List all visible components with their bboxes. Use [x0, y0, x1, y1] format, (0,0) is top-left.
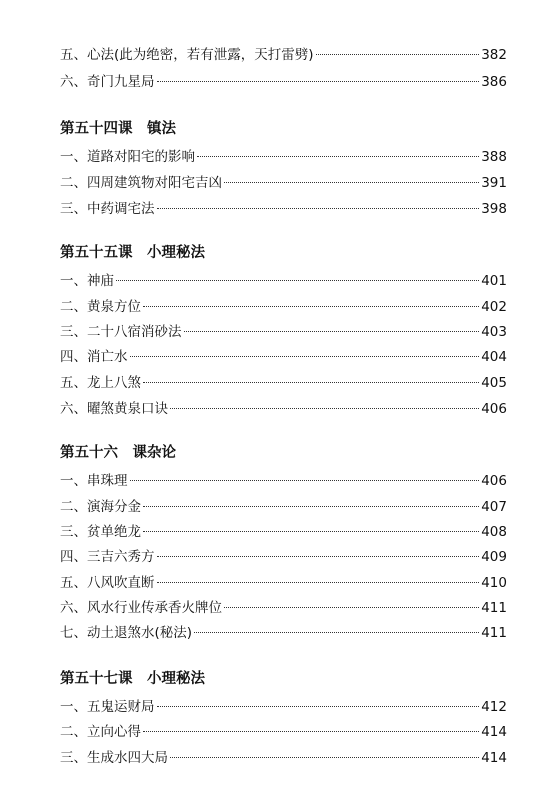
toc-entry-page: 409: [481, 549, 507, 565]
toc-entry-title: 一、神庙: [60, 273, 114, 289]
toc-entry-title: 七、动土退煞水(秘法): [60, 625, 193, 641]
dot-leader: [170, 408, 479, 409]
toc-entry-page: 411: [481, 625, 507, 641]
dot-leader: [194, 632, 479, 633]
dot-leader: [143, 506, 479, 507]
toc-entry-page: 408: [481, 524, 507, 540]
dot-leader: [157, 208, 480, 209]
dot-leader: [143, 306, 479, 307]
dot-leader: [170, 757, 479, 758]
toc-entry[interactable]: [60, 146, 507, 168]
toc-entry-title: 一、五鬼运财局: [60, 699, 155, 715]
toc-entry-page: 412: [481, 699, 507, 715]
toc-entry-page: 414: [481, 724, 507, 740]
toc-entry[interactable]: [60, 198, 507, 220]
toc-entry[interactable]: [60, 696, 507, 718]
toc-entry-title: 五、八风吹直断: [60, 575, 155, 591]
toc-entry[interactable]: [60, 172, 507, 194]
toc-entry-page: 405: [481, 375, 507, 391]
dot-leader: [143, 731, 479, 732]
dot-leader: [316, 54, 480, 55]
toc-entry[interactable]: [60, 546, 507, 568]
dot-leader: [157, 81, 480, 82]
toc-entry-page: 414: [481, 750, 507, 766]
section-heading: 第五十七课 小理秘法: [60, 671, 205, 687]
toc-entry-page: 406: [481, 401, 507, 417]
toc-entry-title: 三、二十八宿消砂法: [60, 324, 182, 340]
section-heading: 第五十六 课杂论: [60, 445, 176, 461]
toc-entry-title: 六、风水行业传承香火牌位: [60, 600, 222, 616]
toc-entry-page: 410: [481, 575, 507, 591]
dot-leader: [224, 607, 479, 608]
toc-entry-title: 四、三吉六秀方: [60, 549, 155, 565]
dot-leader: [130, 480, 480, 481]
toc-entry-page: 382: [481, 47, 507, 63]
toc-entry-page: 386: [481, 74, 507, 90]
dot-leader: [224, 182, 479, 183]
toc-entry-page: 398: [481, 201, 507, 217]
toc-entry-page: 407: [481, 499, 507, 515]
toc-entry-title: 五、龙上八煞: [60, 375, 141, 391]
dot-leader: [184, 331, 480, 332]
toc-entry[interactable]: [60, 622, 507, 644]
dot-leader: [157, 582, 480, 583]
toc-entry-title: 二、四周建筑物对阳宅吉凶: [60, 175, 222, 191]
toc-entry-title: 三、生成水四大局: [60, 750, 168, 766]
toc-entry-page: 402: [481, 299, 507, 315]
toc-entry-title: 六、曜煞黄泉口诀: [60, 401, 168, 417]
toc-entry-title: 四、消亡水: [60, 349, 128, 365]
section-heading: 第五十五课 小理秘法: [60, 245, 205, 261]
toc-entry[interactable]: [60, 597, 507, 619]
toc-entry[interactable]: [60, 71, 507, 93]
toc-entry-page: 388: [481, 149, 507, 165]
toc-entry[interactable]: [60, 721, 507, 743]
toc-entry-title: 三、贫单绝龙: [60, 524, 141, 540]
section-heading: 第五十四课 镇法: [60, 121, 176, 137]
toc-entry-page: 411: [481, 600, 507, 616]
dot-leader: [143, 382, 479, 383]
dot-leader: [143, 531, 479, 532]
toc-entry-page: 401: [481, 273, 507, 289]
toc-entry-title: 三、中药调宅法: [60, 201, 155, 217]
toc-entry[interactable]: [60, 496, 507, 518]
toc-entry[interactable]: [60, 270, 507, 292]
dot-leader: [116, 280, 479, 281]
dot-leader: [197, 156, 479, 157]
toc-entry-title: 六、奇门九星局: [60, 74, 155, 90]
toc-entry-title: 二、立向心得: [60, 724, 141, 740]
toc-entry-title: 一、串珠理: [60, 473, 128, 489]
toc-entry-page: 406: [481, 473, 507, 489]
toc-entry-title: 一、道路对阳宅的影响: [60, 149, 195, 165]
toc-entry-title: 二、黄泉方位: [60, 299, 141, 315]
dot-leader: [157, 556, 480, 557]
toc-entry[interactable]: [60, 346, 507, 368]
toc-entry[interactable]: [60, 572, 507, 594]
toc-entry-title: 二、演海分金: [60, 499, 141, 515]
toc-entry[interactable]: [60, 470, 507, 492]
toc-entry-page: 404: [481, 349, 507, 365]
toc-entry[interactable]: [60, 44, 507, 66]
toc-entry[interactable]: [60, 372, 507, 394]
toc-entry[interactable]: [60, 398, 507, 420]
toc-entry[interactable]: [60, 321, 507, 343]
toc-entry[interactable]: [60, 521, 507, 543]
toc-entry-page: 391: [481, 175, 507, 191]
dot-leader: [130, 356, 480, 357]
toc-entry[interactable]: [60, 296, 507, 318]
dot-leader: [157, 706, 480, 707]
toc-entry[interactable]: [60, 747, 507, 769]
toc-entry-page: 403: [481, 324, 507, 340]
toc-entry-title: 五、心法(此为绝密，若有泄露，天打雷劈): [60, 47, 314, 63]
